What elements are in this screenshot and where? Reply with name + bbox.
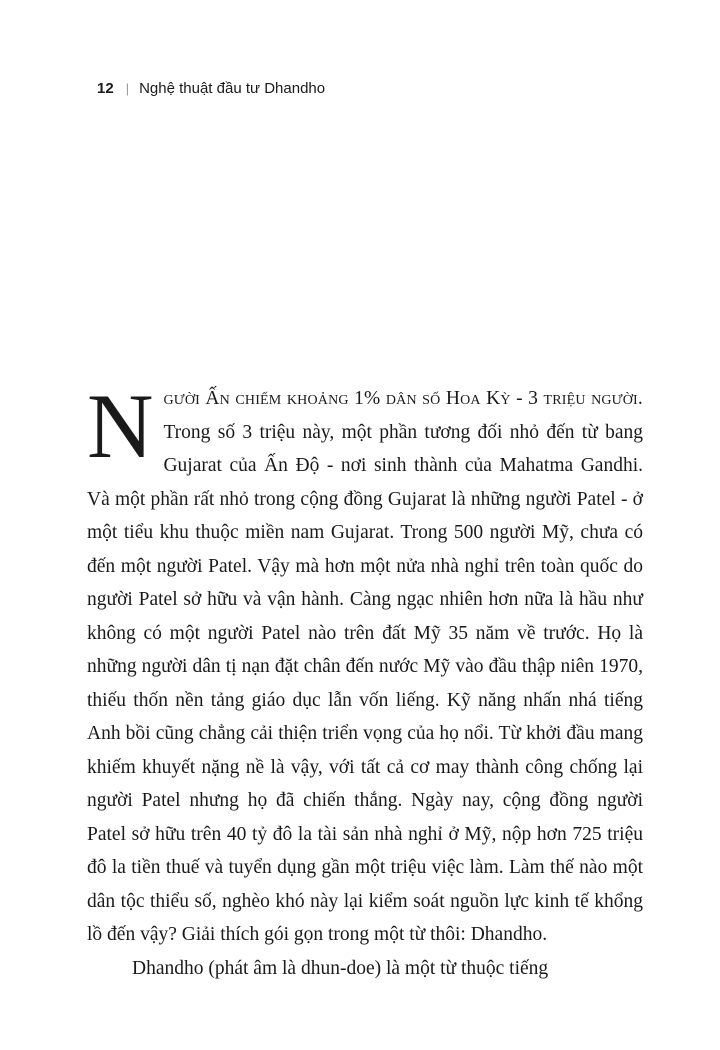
header-separator: |: [125, 81, 130, 96]
paragraph-1-text: Trong số 3 triệu này, một phần tương đối nhỏ đến từ bang Gujarat của Ấn Độ - nơi sinh thành của Mahatma Gandhi. Và một phần rất nhỏ trong cộng đồng Gujarat là những người Patel - ở một tiểu khu thuộc miền nam Gujarat. Trong 500 người Mỹ, chưa có đến một người Patel. Vậy mà hơn một nửa nhà nghỉ trên toàn quốc do người Patel sở hữu và vận hành. Càng ngạc nhiên hơn nữa là hầu như không có một người Patel nào trên đất Mỹ 35 năm về trước. Họ là những người dân tị nạn đặt chân đến nước Mỹ vào đầu thập niên 1970, thiếu thốn nền tảng giáo dục lẫn vốn liếng. Kỹ năng nhấn nhá tiếng Anh bồi cũng chẳng cải thiện triển vọng của họ nổi. Từ khởi đầu mang khiếm khuyết nặng nề là vậy, với tất cả cơ may thành công chống lại người Patel nhưng họ đã chiến thắng. Ngày nay, cộng đồng người Patel sở hữu trên 40 tỷ đô la tài sản nhà nghỉ ở Mỹ, nộp hơn 725 triệu đô la tiền thuế và tuyển dụng gần một triệu việc làm. Làm thế nào một dân tộc thiểu số, nghèo khó này lại kiểm soát nguồn lực kinh tế khổng lồ đến vậy? Giải thích gói gọn trong một từ thôi: Dhandho.: [87, 421, 643, 945]
body-text: [87, 375, 643, 985]
paragraph-1: [87, 375, 643, 952]
lead-in-text: gười Ấn chiếm khoảng 1% dân số Hoa Kỳ - 3 triệu người.: [163, 388, 643, 409]
book-title: Nghệ thuật đầu tư Dhandho: [139, 80, 326, 97]
paragraph-2: Dhandho (phát âm là dhun-doe) là một từ thuộc tiếng: [132, 957, 549, 979]
page-number: 12: [97, 80, 114, 97]
drop-cap: N: [87, 375, 154, 477]
running-header: [97, 80, 325, 97]
